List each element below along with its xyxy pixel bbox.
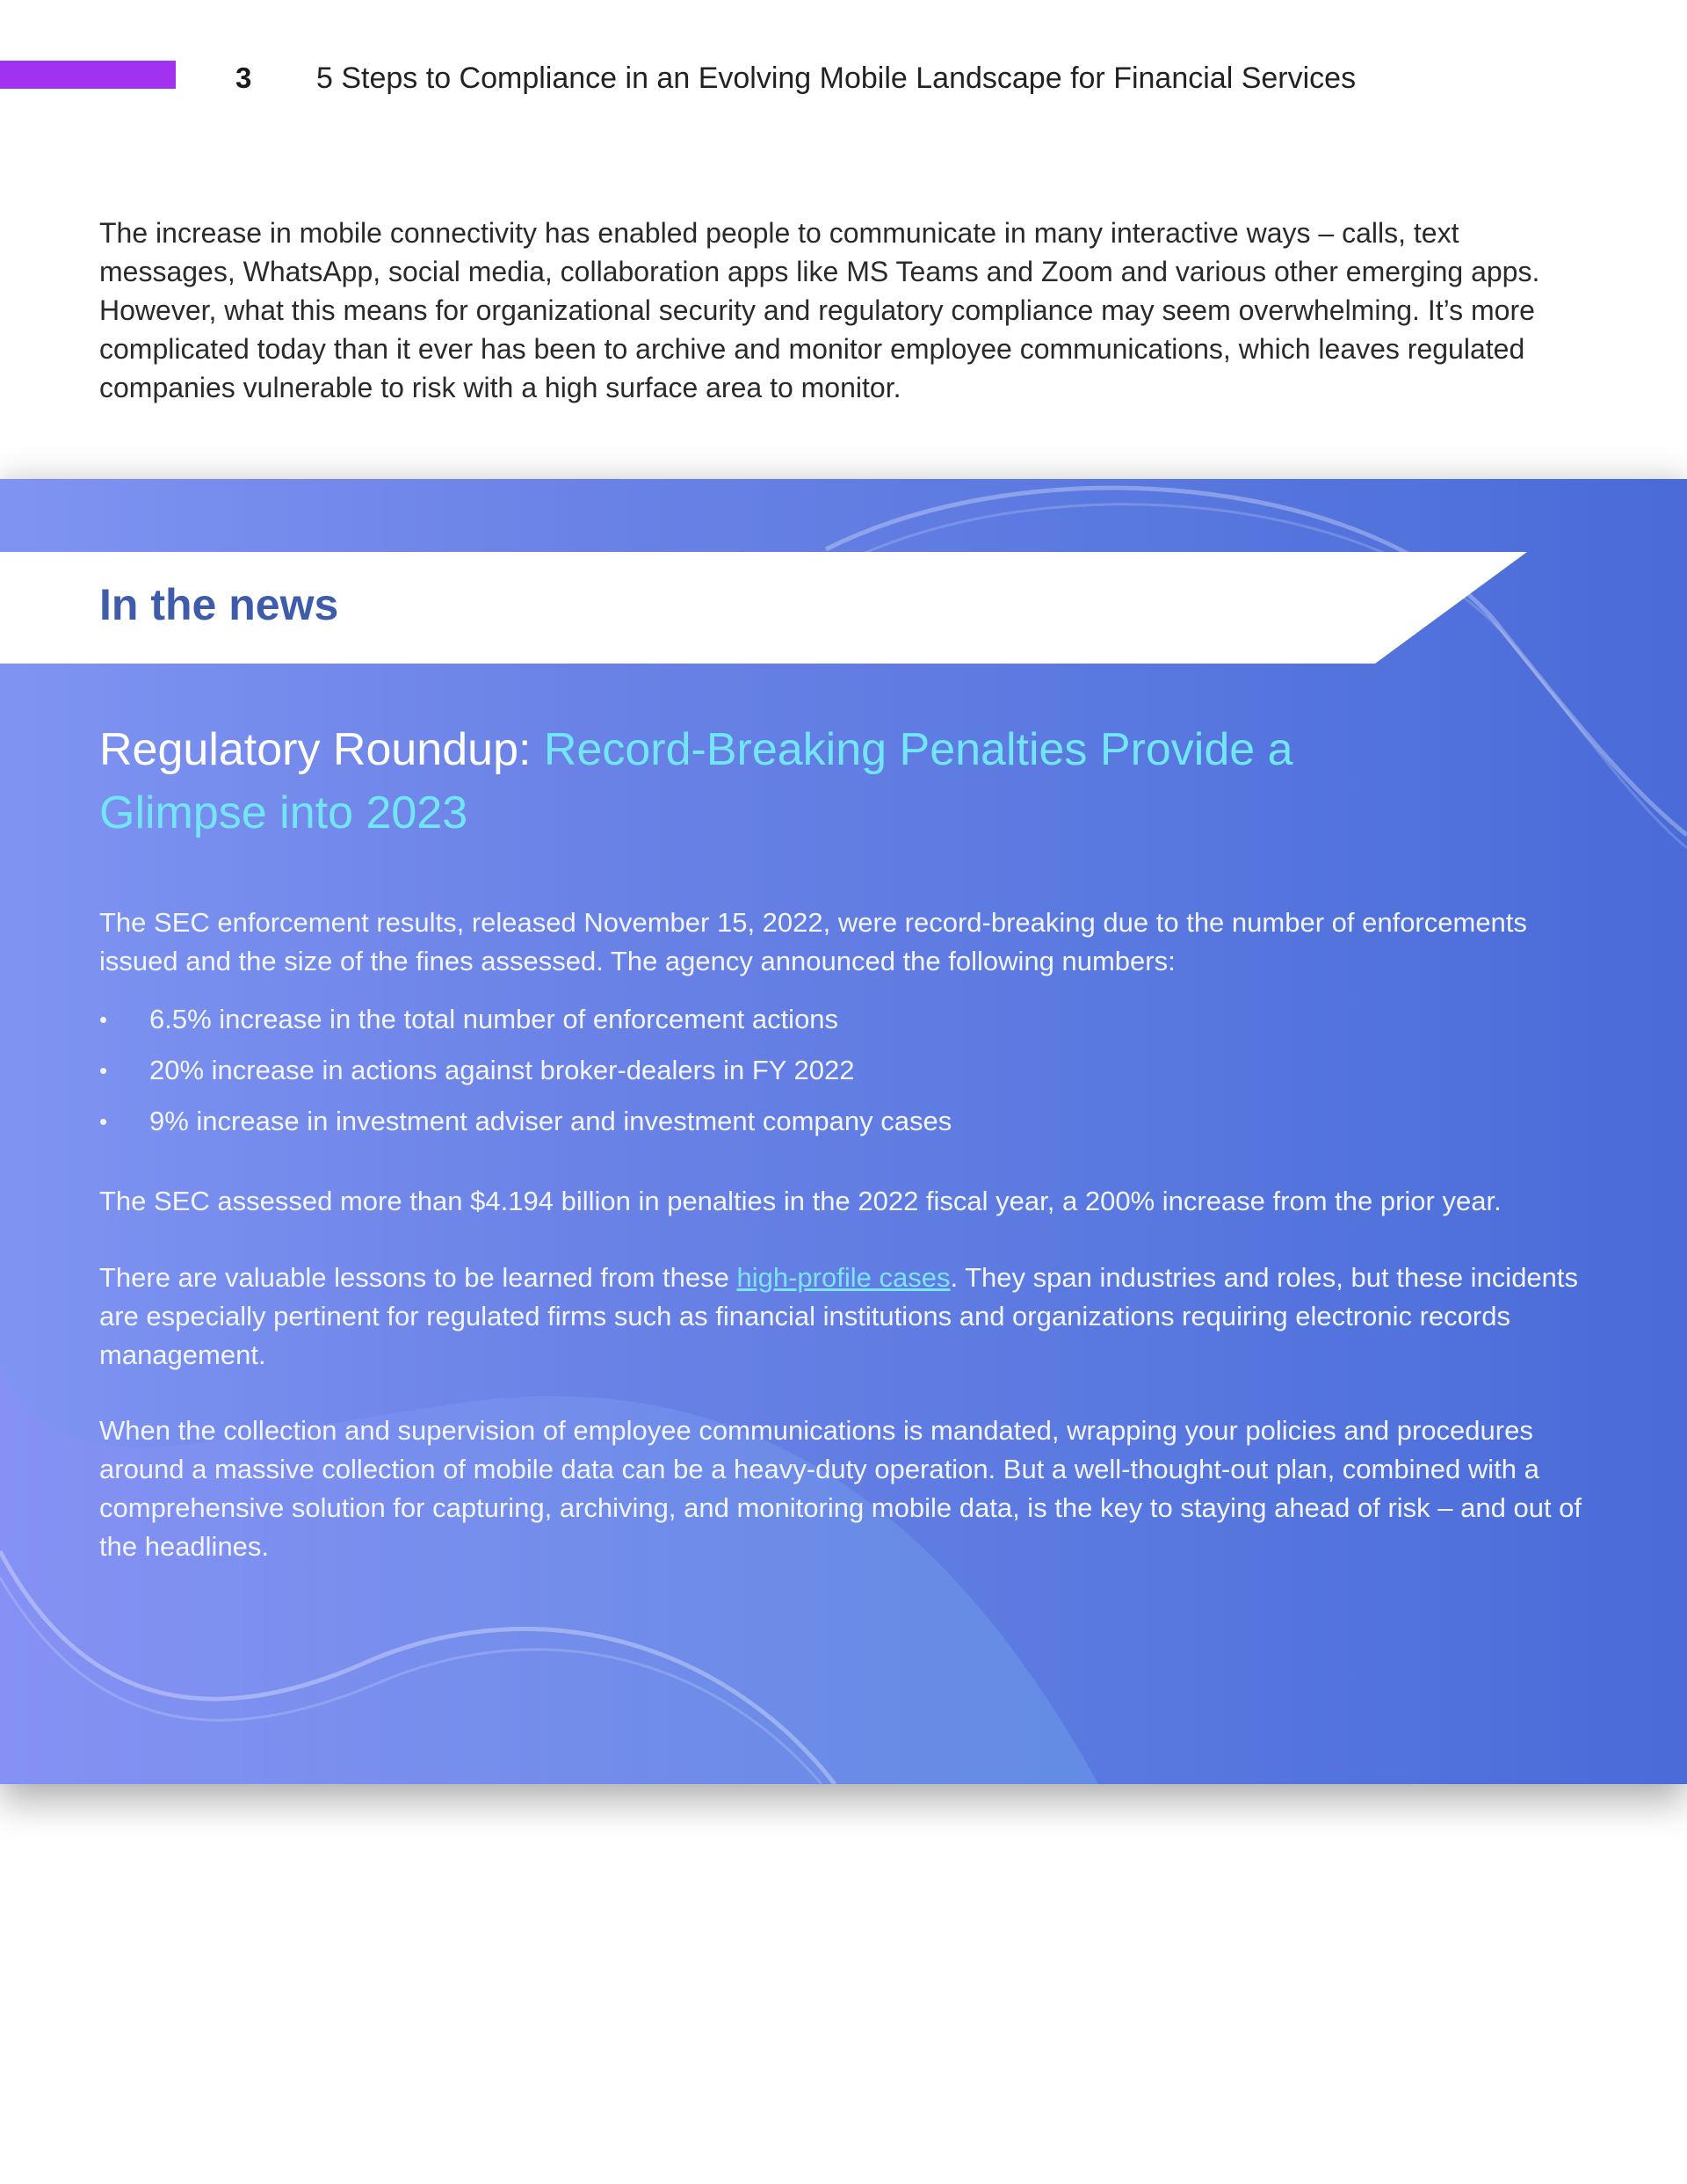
news-banner-title: In the news: [99, 580, 339, 629]
list-item: • 9% increase in investment adviser and investment company cases: [99, 1102, 1593, 1153]
intro-paragraph: The increase in mobile connectivity has enabled people to communicate in many interactive ways – calls, text messages, WhatsApp, social media, collaboration apps like MS Teams and Zoom and various other emerging apps. However, what this means for organizational security and regulatory compliance may seem overwhelming. It’s more complicated today than it ever has been to archive and monitor employee communications, which leaves regulated companies vulnerable to risk with a high surface area to monitor.: [99, 217, 1540, 403]
bullet-icon: •: [99, 1057, 108, 1084]
news-paragraph-4: When the collection and supervision of employee communications is mandated, wrapping your policies and procedures around a massive collection of mobile data can be a heavy-duty operation. But a well-thought-out plan, combined with a comprehensive solution for capturing, archiving, and monitoring mobile data, is the key to staying ahead of risk – and out of the headlines.: [99, 1415, 1582, 1562]
news-paragraph-3: There are valuable lessons to be learned from these high-profile cases. They span industries and roles, but these incidents are especially pertinent for regulated firms such as financial institutions and organizations requiring electronic records management.: [99, 1262, 1579, 1370]
list-item: • 20% increase in actions against broker-dealers in FY 2022: [99, 1051, 1593, 1102]
accent-bar: [0, 61, 176, 89]
news-panel: [0, 479, 1687, 1784]
news-paragraph-2: The SEC assessed more than $4.194 billion in penalties in the 2022 fiscal year, a 200% increase from the prior year.: [99, 1186, 1502, 1216]
news-headline: [99, 718, 1470, 845]
bullet-icon: •: [99, 1006, 108, 1033]
stats-list: [99, 1000, 1593, 1153]
page-number: 3: [235, 62, 252, 94]
list-item: • 6.5% increase in the total number of enforcement actions: [99, 1000, 1593, 1051]
high-profile-cases-link[interactable]: high-profile cases: [736, 1262, 951, 1293]
document-title: 5 Steps to Compliance in an Evolving Mobile Landscape for Financial Services: [316, 62, 1357, 95]
headline-accent: Record-Breaking Penalties Provide a Glimpse into 2023: [99, 724, 1293, 838]
headline-prefix: Regulatory Roundup:: [99, 724, 544, 775]
news-paragraph-1: The SEC enforcement results, released November 15, 2022, were record-breaking due to the number of enforcements issued and the size of the fines assessed. The agency announced the following numbers:: [99, 907, 1527, 976]
bullet-icon: •: [99, 1108, 108, 1135]
